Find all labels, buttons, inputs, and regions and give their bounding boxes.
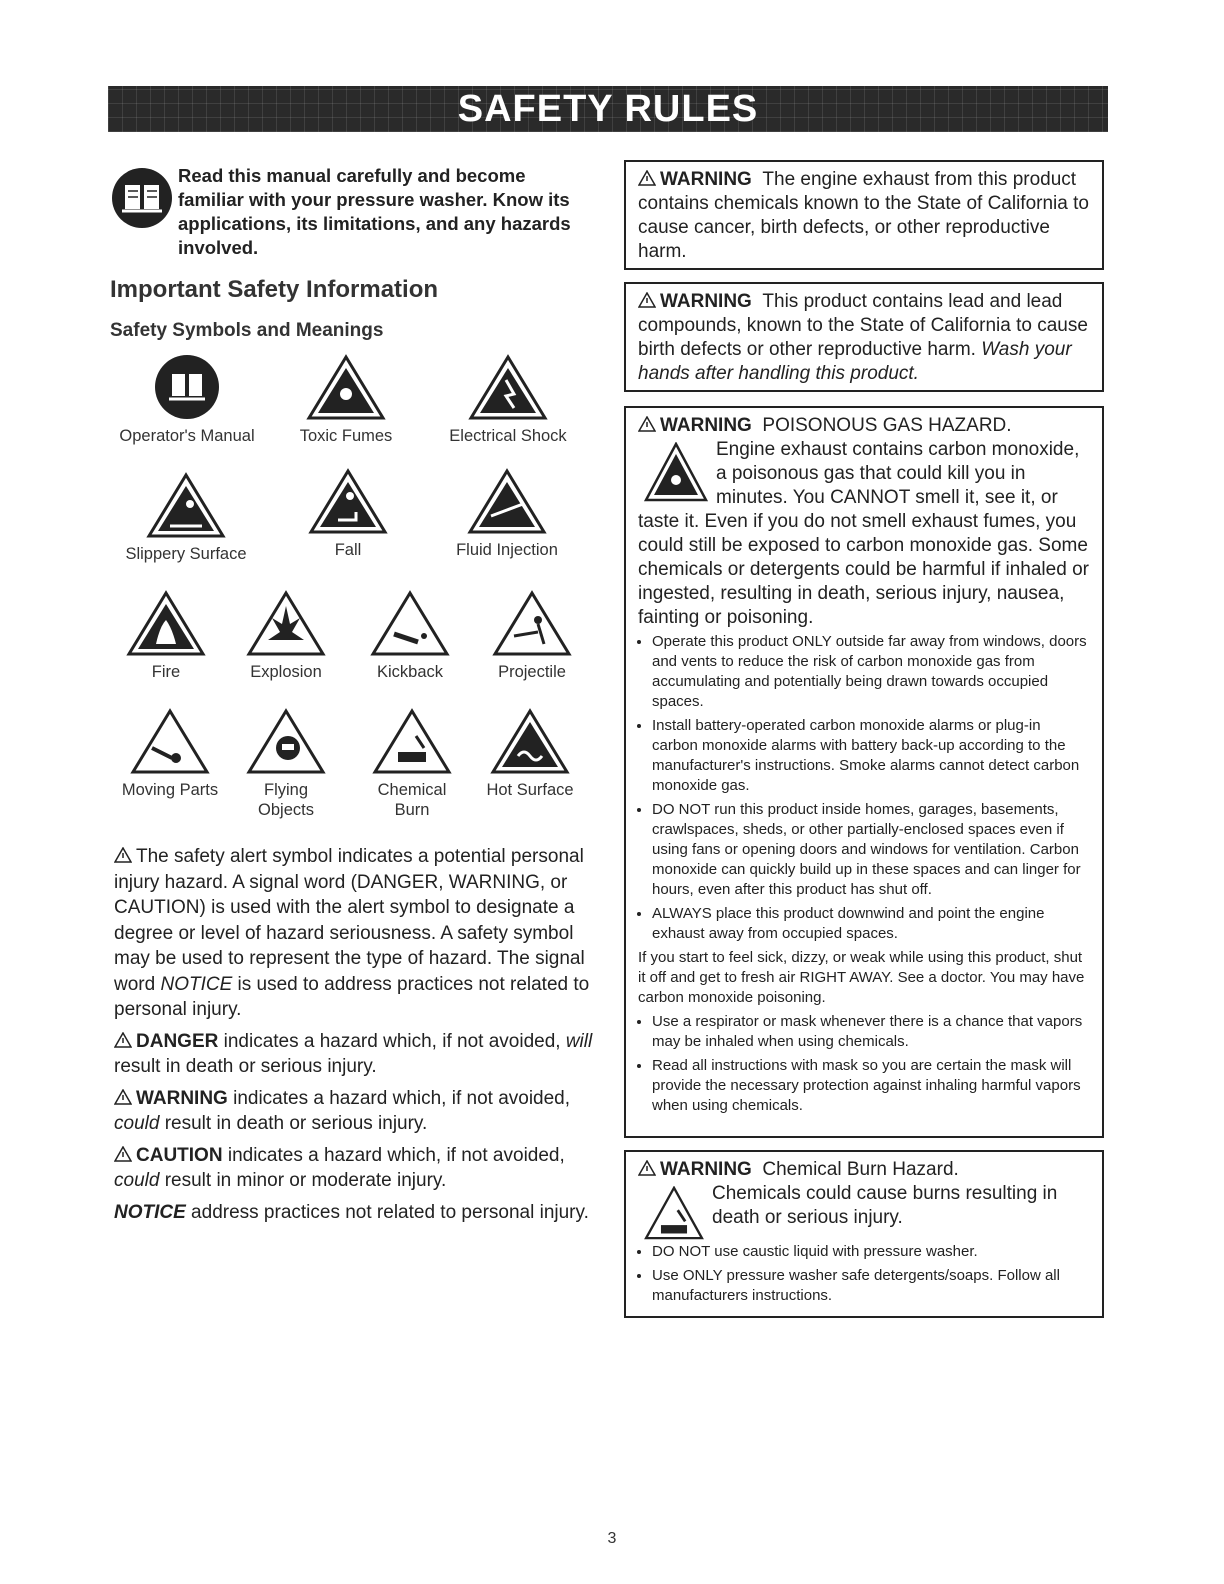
kickback-icon [370, 590, 450, 656]
moving-parts-icon [130, 708, 210, 774]
warning-em: could [114, 1113, 160, 1134]
flying-objects-icon [246, 708, 326, 774]
list-item: • Use ONLY pressure washer safe detergents/soaps. Follow all manufacturers instructions. [652, 1266, 1090, 1306]
toxic-fumes-icon [306, 354, 386, 420]
alert-icon [114, 847, 132, 863]
caution-paragraph [114, 1143, 594, 1194]
warning-box-poisonous-gas [624, 406, 1104, 1138]
alert-icon [638, 1160, 656, 1176]
warning-body: Engine exhaust contains carbon monoxide, a poisonous gas that could kill you in minutes. You CANNOT smell it, see it, or taste it. Even if you do not smell exhaust fumes, you could still be exposed to carbon monoxide gas. Some chemicals or detergents could be harmful if inhaled or ingested, resulting in death, serious injury, nausea, fainting or poisoning. [638, 439, 1089, 628]
warning-box-exhaust [624, 160, 1104, 270]
symbol-flying-objects [244, 708, 328, 820]
bullets-group-1 [638, 632, 1090, 944]
list-item: • Read all instructions with mask so you are certain the mask will provide the necessary protection against inhaling harmful vapors when using chemicals. [652, 1056, 1090, 1116]
warning-word: WARNING [660, 415, 752, 436]
symbol-fire [126, 590, 206, 682]
slippery-surface-icon [146, 472, 226, 538]
symbol-label: Hot Surface [486, 781, 574, 799]
explosion-icon [246, 590, 326, 656]
symbol-label: Moving Parts [121, 781, 219, 799]
fall-icon [308, 468, 388, 534]
list-item: • Operate this product ONLY outside far away from windows, doors and vents to reduce the risk of carbon monoxide gas from accumulating and potentially being drawn towards occupied spaces. [652, 632, 1090, 712]
fluid-injection-icon [467, 468, 547, 534]
danger-word: DANGER [136, 1030, 219, 1052]
symbol-operators-manual [112, 354, 262, 446]
symbol-label: Kickback [376, 663, 444, 681]
bullets-group-2 [638, 1012, 1090, 1116]
banner-title: SAFETY RULES [457, 87, 759, 130]
page-banner [108, 86, 1108, 132]
symbol-label: Slippery Surface [125, 545, 247, 563]
caution-text-end: result in minor or moderate injury. [159, 1170, 447, 1191]
list-item: • DO NOT use caustic liquid with pressure washer. [652, 1242, 1090, 1262]
warning-word: WARNING [660, 1159, 752, 1180]
symbol-projectile [486, 590, 578, 682]
manual-icon [112, 168, 172, 228]
bullets-group [638, 1242, 1090, 1306]
hot-surface-icon [490, 708, 570, 774]
chemical-burn-icon [644, 1186, 704, 1240]
symbol-label: Flying Objects [258, 781, 314, 819]
danger-text-end: result in death or serious injury. [114, 1056, 377, 1077]
signal-word-definitions [114, 844, 594, 1231]
symbol-label: Chemical Burn [377, 781, 447, 819]
alert-icon [638, 292, 656, 308]
warning-em: Wash your hands after handling this product. [638, 339, 1072, 384]
warning-word: WARNING [660, 169, 752, 190]
sick-advice: If you start to feel sick, dizzy, or weak while using this product, shut it off and get to fresh air RIGHT AWAY. See a doctor. You may have carbon monoxide poisoning. [638, 949, 1085, 1006]
projectile-icon [492, 590, 572, 656]
symbol-label: Fire [151, 663, 181, 681]
notice-inline: NOTICE [160, 973, 233, 995]
symbol-label: Operator's Manual [119, 427, 255, 445]
alert-icon [114, 1089, 132, 1105]
manual-icon [147, 354, 227, 420]
electrical-shock-icon [468, 354, 548, 420]
alert-icon [114, 1146, 132, 1162]
list-item: • Use a respirator or mask whenever there is a chance that vapors may be inhaled when using chemicals. [652, 1012, 1090, 1052]
warning-word: WARNING [660, 291, 752, 312]
warning-box-chemical-burn [624, 1150, 1104, 1318]
symbols-heading: Safety Symbols and Meanings [110, 320, 384, 341]
warning-title: POISONOUS GAS HAZARD. [762, 415, 1012, 436]
warning-box-lead [624, 282, 1104, 392]
list-item: • Install battery-operated carbon monoxide alarms or plug-in carbon monoxide alarms with battery back-up according to the manufacturer's instructions. Smoke alarms cannot detect carbon monoxide gas. [652, 716, 1090, 796]
symbol-label: Electrical Shock [449, 427, 567, 445]
symbol-kickback [364, 590, 456, 682]
symbol-moving-parts [108, 708, 232, 800]
danger-text: indicates a hazard which, if not avoided, [218, 1030, 566, 1052]
fire-icon [126, 590, 206, 656]
warning-title: Chemical Burn Hazard. [762, 1159, 959, 1180]
warning-paragraph [114, 1086, 594, 1137]
notice-word: NOTICE [114, 1201, 186, 1223]
warning-text: indicates a hazard which, if not avoided, [227, 1087, 571, 1109]
important-heading: Important Safety Information [110, 276, 439, 303]
symbol-electrical-shock [436, 354, 580, 446]
alert-icon [638, 416, 656, 432]
list-item: • DO NOT run this product inside homes, garages, basements, crawlspaces, sheds, or other partially-enclosed spaces even if using fans or opening doors and windows for ventilation. Carbon monoxide can quickly build up in these spaces and can linger for hours, even after this product has shut off. [652, 800, 1090, 900]
alert-icon [114, 1032, 132, 1048]
symbol-toxic-fumes [276, 354, 416, 446]
warning-text: The engine exhaust from this product contains chemicals known to the State of California to cause cancer, birth defects, or other reproductive harm. [638, 169, 1089, 262]
warning-text-end: result in death or serious injury. [159, 1113, 428, 1134]
symbol-slippery-surface [108, 472, 264, 564]
notice-text: address practices not related to personal injury. [185, 1201, 589, 1223]
intro-text: Read this manual carefully and become familiar with your pressure washer. Know its applications, its limitations, and any hazards involved. [178, 165, 571, 258]
alert-icon [638, 170, 656, 186]
symbol-label: Projectile [498, 663, 566, 681]
chemical-burn-icon [372, 708, 452, 774]
caution-text: indicates a hazard which, if not avoided, [222, 1144, 565, 1166]
symbol-label: Explosion [250, 663, 322, 681]
danger-paragraph [114, 1029, 594, 1080]
warning-text: This product contains lead and lead compounds, known to the State of California to cause birth defects or other reproductive harm. [638, 291, 1088, 360]
caution-word: CAUTION [136, 1144, 223, 1166]
danger-em: will [565, 1030, 593, 1052]
symbol-label: Fluid Injection [456, 541, 558, 559]
caution-em: could [114, 1170, 160, 1191]
warning-word: WARNING [136, 1087, 228, 1109]
symbol-hot-surface [478, 708, 582, 800]
symbol-label: Fall [334, 541, 362, 559]
alert-text: The safety alert symbol indicates a potential personal injury hazard. A signal word (DANGER, WARNING, or CAUTION) is used with the alert symbol to designate a degree or level of hazard seriousness. A safety symbol may be used to represent the type of hazard. The signal word [114, 846, 585, 995]
symbol-explosion [238, 590, 334, 682]
notice-paragraph [114, 1200, 594, 1226]
symbol-label: Toxic Fumes [299, 427, 393, 445]
toxic-fumes-icon [644, 442, 708, 506]
intro-section [112, 160, 582, 260]
warning-body: Chemicals could cause burns resulting in death or serious injury. [712, 1183, 1058, 1228]
page-number: 3 [607, 1530, 617, 1547]
list-item: • ALWAYS place this product downwind and point the engine exhaust away from occupied spaces. [652, 904, 1090, 944]
alert-paragraph [114, 844, 594, 1023]
alert-text-end: is used to address practices not related to personal injury. [114, 973, 590, 1020]
symbol-fall [296, 468, 400, 560]
symbol-chemical-burn [366, 708, 458, 820]
symbol-fluid-injection [440, 468, 574, 560]
